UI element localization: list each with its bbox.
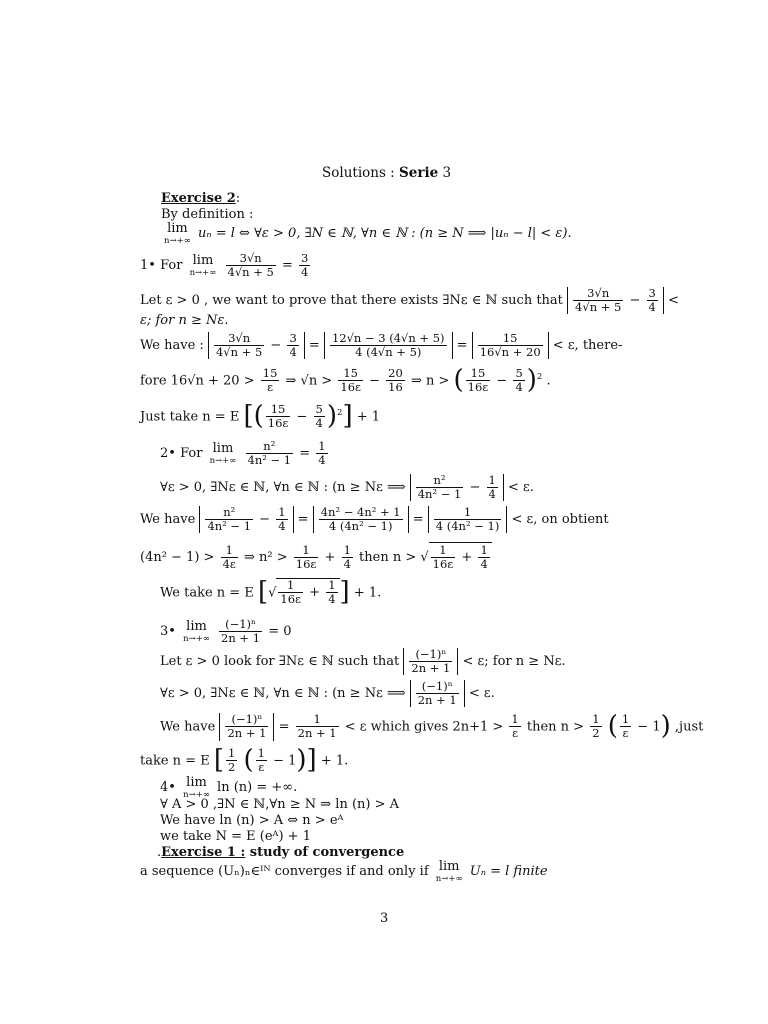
part2-we-have: We have $\frac{\text{n²}}{\text{4n² − 1}}$ − $\frac{1}{4}$ = $\frac{\text{4n² − 4n² + 1}}{\text{4 (4n² − 1)}}$ = $\frac{1}{\text{4 (4n² − 1)}}$ < ε, on obtient xyxy=(140,505,609,534)
part1-statement: 1• For lim n→+∞ $\frac{3√n}{4√n + 5}$ = $\frac{3}{4}$ xyxy=(140,251,309,280)
part3-we-have: We have $\frac{\text{(−1)ⁿ}}{2n + 1}$ = $\frac{1}{2n + 1}$ < ε which gives 2n+1 > $\frac{1}{\varepsilon}$ then n > $\frac{1}{2}$ ( $\frac{1}{\varepsilon}$ − 1) ,just xyxy=(160,711,704,741)
exercise-1-heading: .Exercise 1 : study of convergence xyxy=(157,845,405,860)
part2-statement: 2• For lim n→+∞ $\frac{\text{n²}}{\text{4n² − 1}}$ = $\frac{1}{4}$ xyxy=(160,439,326,468)
part3-let: Let ε > 0 look for ∃Nε ∈ ℕ such that $\frac{\text{(−1)ⁿ}}{2n + 1}$ < ε; for n ≥ Nε. xyxy=(160,647,566,676)
page-number: 3 xyxy=(380,911,389,926)
definition-line: lim n→+∞ uₙ = l ⇔ ∀ε > 0, ∃N ∈ ℕ, ∀n ∈ ℕ : (n ≥ N ⟹ |uₙ − l| < ε). xyxy=(164,221,572,246)
part4-line2: We have ln (n) > A ⇔ n > eᴬ xyxy=(160,813,344,828)
part3-forall: ∀ε > 0, ∃Nε ∈ ℕ, ∀n ∈ ℕ : (n ≥ Nε ⟹ $\frac{\text{(−1)ⁿ}}{2n + 1}$ < ε. xyxy=(160,679,495,708)
part2-we-take: We take n = E [√ $\frac{1}{16\varepsilon}$ + $\frac{1}{4}$ ] + 1. xyxy=(160,577,382,607)
part1-just-take: Just take n = E [( $\frac{15}{16\varepsilon}$ − $\frac{5}{4}$ )$^2$] + 1 xyxy=(140,401,381,431)
part3-take: take n = E [ $\frac{1}{2}$ ( $\frac{1}{\varepsilon}$ − 1)] + 1. xyxy=(140,745,349,775)
part4-line3: we take N = E (eᴬ) + 1 xyxy=(160,829,311,844)
page-title: Solutions : Serie 3 xyxy=(322,165,452,181)
part4-statement: 4• lim n→+∞ ln (n) = +∞. xyxy=(160,775,298,800)
part3-statement: 3• lim n→+∞ $\frac{\text{(−1)ⁿ}}{2n + 1}$ = 0 xyxy=(160,617,292,646)
exercise-2-heading: Exercise 2: xyxy=(161,191,241,206)
part1-we-have: We have : $\frac{3√n}{4√n + 5}$ − $\frac{3}{4}$ = $\frac{12√n - 3 (4√n + 5)}{4 (4√n + 5)}$ = $\frac{15}{16√n + 20}$ < ε, there- xyxy=(140,331,623,360)
part2-line3: (4n² − 1) > $\frac{1}{4\varepsilon}$ ⇒ n² > $\frac{1}{16\varepsilon}$ + $\frac{1}{4}$ then n > √ $\frac{1}{16\varepsilon}$ + $\frac{1}{4}$ xyxy=(140,542,492,571)
part1-therefore: fore 16√n + 20 > $\frac{15}{\varepsilon}$ ⇒ √n > $\frac{15}{16\varepsilon}$ − $\frac{20}{16}$ ⇒ n > ( $\frac{15}{16\varepsilon}$ − $\frac{5}{4}$ )$^2$ . xyxy=(140,365,551,395)
exercise-1-sequence: a sequence (Uₙ)ₙ∈ᴵᴺ converges if and only if lim n→+∞ Uₙ = l finite xyxy=(140,859,548,884)
part4-line1: ∀ A > 0 ,∃N ∈ ℕ,∀n ≥ N ⇒ ln (n) > A xyxy=(160,797,400,812)
part1-eps-line: ε; for n ≥ Nε. xyxy=(140,313,229,328)
part1-let-line: Let ε > 0 , we want to prove that there exists ∃Nε ∈ ℕ such that $\frac{3√n}{4√n + 5}$ − $\frac{3}{4}$ < xyxy=(140,286,679,315)
by-definition: By definition : xyxy=(161,207,254,222)
part2-forall: ∀ε > 0, ∃Nε ∈ ℕ, ∀n ∈ ℕ : (n ≥ Nε ⟹ $\frac{\text{n²}}{\text{4n² − 1}}$ − $\frac{1}{4}$ < ε. xyxy=(160,473,534,502)
